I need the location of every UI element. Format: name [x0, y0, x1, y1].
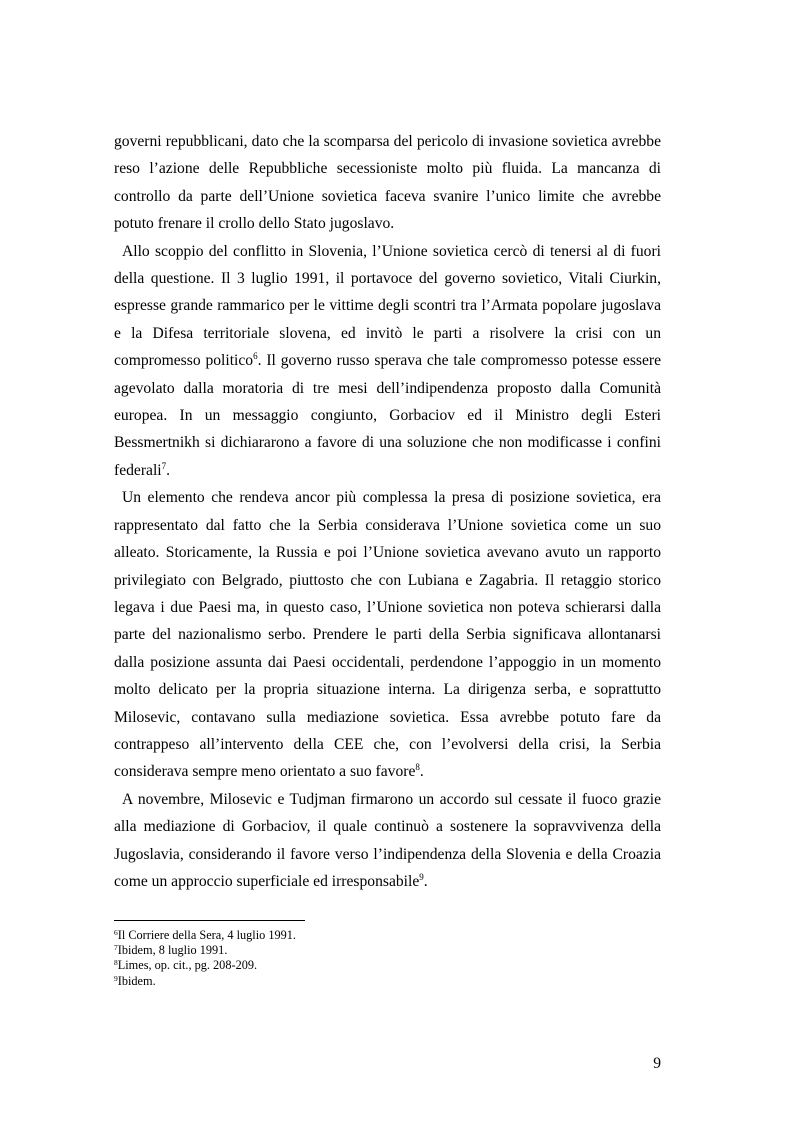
paragraph-text: . Il governo russo sperava che tale compromesso potesse essere agevolato dalla moratoria di tre mesi dell’indipendenza proposto dalla Comunità europea. In un messaggio congiunto, Gorbaciov ed il Ministro degli Esteri Bessmertnikh si dichiararono a favore di una soluzione che non modificasse i confini federali [114, 352, 661, 479]
footnote-number: 7 [114, 943, 118, 953]
footnote-text: Ibidem, 8 luglio 1991. [117, 943, 228, 958]
footnote [114, 928, 661, 943]
footnote-number: 9 [114, 973, 118, 983]
footnote-ref: 7 [161, 460, 167, 471]
paragraph [114, 238, 661, 485]
paragraph-text: . [423, 872, 428, 890]
body-text [114, 128, 661, 895]
paragraph [114, 484, 661, 785]
footnote-number: 8 [114, 958, 118, 968]
page-number: 9 [653, 1055, 661, 1072]
footnotes [114, 928, 661, 989]
paragraph-text: . [166, 461, 171, 479]
paragraph-text: governi repubblicani, dato che la scomparsa del pericolo di invasione sovietica avrebbe reso l’azione delle Repubbliche secessioniste molto più fluida. La mancanza di controllo da parte dell’Unione sovietica faceva svanire l’unico limite che avrebbe potuto frenare il crollo dello Stato jugoslavo. [114, 133, 661, 233]
footnote-number: 6 [114, 928, 118, 937]
paragraph [114, 128, 661, 238]
paragraph-text: Allo scoppio del conflitto in Slovenia, l’Unione sovietica cercò di tenersi al di fuori della questione. Il 3 luglio 1991, il portavoce del governo sovietico, Vitali Ciurkin, espresse grande rammarico per le vittime degli scontri tra l’Armata popolare jugoslava e la Difesa territoriale slovena, ed invitò le parti a risolvere la crisi con un compromesso politico [114, 242, 661, 370]
paragraph-text: . [419, 763, 424, 781]
footnote [114, 943, 661, 958]
footnote-ref: 9 [419, 871, 424, 882]
paragraph-text: Un elemento che rendeva ancor più complessa la presa di posizione sovietica, era rappresentato dal fatto che la Serbia considerava l’Unione sovietica come un suo alleato. Storicamente, la Russia e poi l’Unione sovietica avevano avuto un rapporto privilegiato con Belgrado, piuttosto che con Lubiana e Zagabria. Il retaggio storico legava i due Paesi ma, in questo caso, l’Unione sovietica non poteva schierarsi dalla parte del nazionalismo serbo. Prendere le parti della Serbia significava allontanarsi dalla posizione assunta dai Paesi occidentali, perdendone l’appoggio in un momento molto delicato per la propria situazione interna. La dirigenza serba, e soprattutto Milosevic, contavano sulla mediazione sovietica. Essa avrebbe potuto fare da contrappeso all’intervento della CEE che, con l’evolversi della crisi, la Serbia considerava sempre meno orientato a suo favore [114, 489, 661, 781]
footnote-ref: 8 [415, 762, 420, 773]
footnote-ref: 6 [253, 351, 258, 362]
paragraph [114, 786, 661, 896]
footnote-text: Limes, op. cit., pg. 208-209. [117, 958, 258, 973]
footnote-separator [114, 920, 305, 921]
footnote [114, 958, 661, 973]
footnote [114, 974, 661, 989]
footnote-text: Ibidem. [117, 973, 156, 988]
footnote-text: Il Corriere della Sera, 4 luglio 1991. [117, 928, 297, 942]
paragraph-text: A novembre, Milosevic e Tudjman firmarono un accordo sul cessate il fuoco grazie alla mediazione di Gorbaciov, il quale continuò a sostenere la sopravvivenza della Jugoslavia, considerando il favore verso l’indipendenza della Slovenia e della Croazia come un approccio superficiale ed irresponsabile [114, 790, 661, 890]
